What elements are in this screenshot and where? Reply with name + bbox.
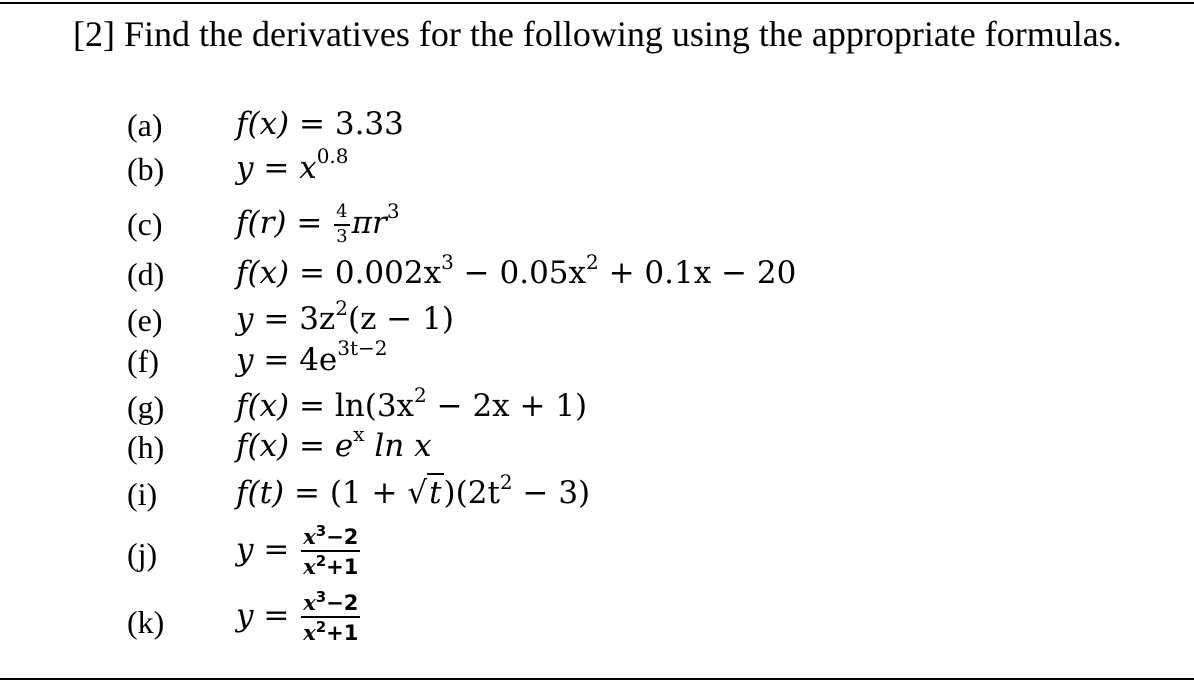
fraction: $\frac{x^3-2}{x^2+1}$: [303, 588, 359, 646]
expression-h: $f(x) = e^x$ ln x: [236, 422, 432, 464]
expression-j: y = $\frac{x^3-2}{x^2+1}$: [236, 522, 359, 580]
problem-i: [0, 470, 1194, 516]
problem-label: (f): [127, 343, 159, 379]
problem-label: (d): [127, 256, 165, 292]
problem-b: [0, 145, 1194, 191]
expression-e: $y = 3z^2(z - 1)$: [236, 296, 454, 337]
expression-k: y = $\frac{x^3-2}{x^2+1}$: [236, 588, 359, 646]
expression-i: $f(t) = (1 + √t)(2t^2 - 3)$: [236, 472, 590, 514]
problem-h: [0, 423, 1194, 469]
problem-e: [0, 296, 1194, 342]
problem-label: (j): [127, 536, 158, 572]
expression-a: f(x) = 3.33: [236, 106, 404, 142]
problem-label: (a): [127, 107, 163, 143]
expression-b: $y = x^{0.8}$: [236, 144, 349, 186]
expression-c: f(r) = $\frac{4}{3}$ $\pi r^3$: [236, 199, 400, 247]
fraction: $\frac{x^3-2}{x^2+1}$: [303, 522, 359, 580]
problem-j: [0, 522, 1194, 580]
square-root: √t: [407, 475, 442, 511]
problem-c: [0, 200, 1194, 246]
problem-a: [0, 101, 1194, 147]
problem-label: (e): [127, 302, 163, 338]
problem-f: [0, 337, 1194, 383]
page-title: [2] Find the derivatives for the following using the appropriate formulas.: [73, 14, 1122, 54]
problem-label: (h): [127, 429, 165, 465]
fraction: $\frac{4}{3}$: [336, 200, 348, 247]
expression-g: $f(x) = \ln(3x^2 - 2x + 1)$: [236, 383, 588, 424]
problem-label: (g): [127, 389, 165, 425]
problem-label: (b): [127, 151, 165, 187]
problem-label: (c): [127, 206, 163, 242]
top-rule: [0, 2, 1194, 4]
expression-f: $y = 4e^{3t-2}$: [236, 336, 388, 378]
problem-d: [0, 250, 1194, 296]
problem-k: [0, 588, 1194, 646]
problem-label: (i): [127, 476, 158, 512]
problem-label: (k): [127, 604, 165, 640]
bottom-rule: [0, 678, 1194, 680]
expression-d: $f(x) = 0.002x^3 - 0.05x^2 + 0.1x - 20$: [236, 250, 797, 291]
